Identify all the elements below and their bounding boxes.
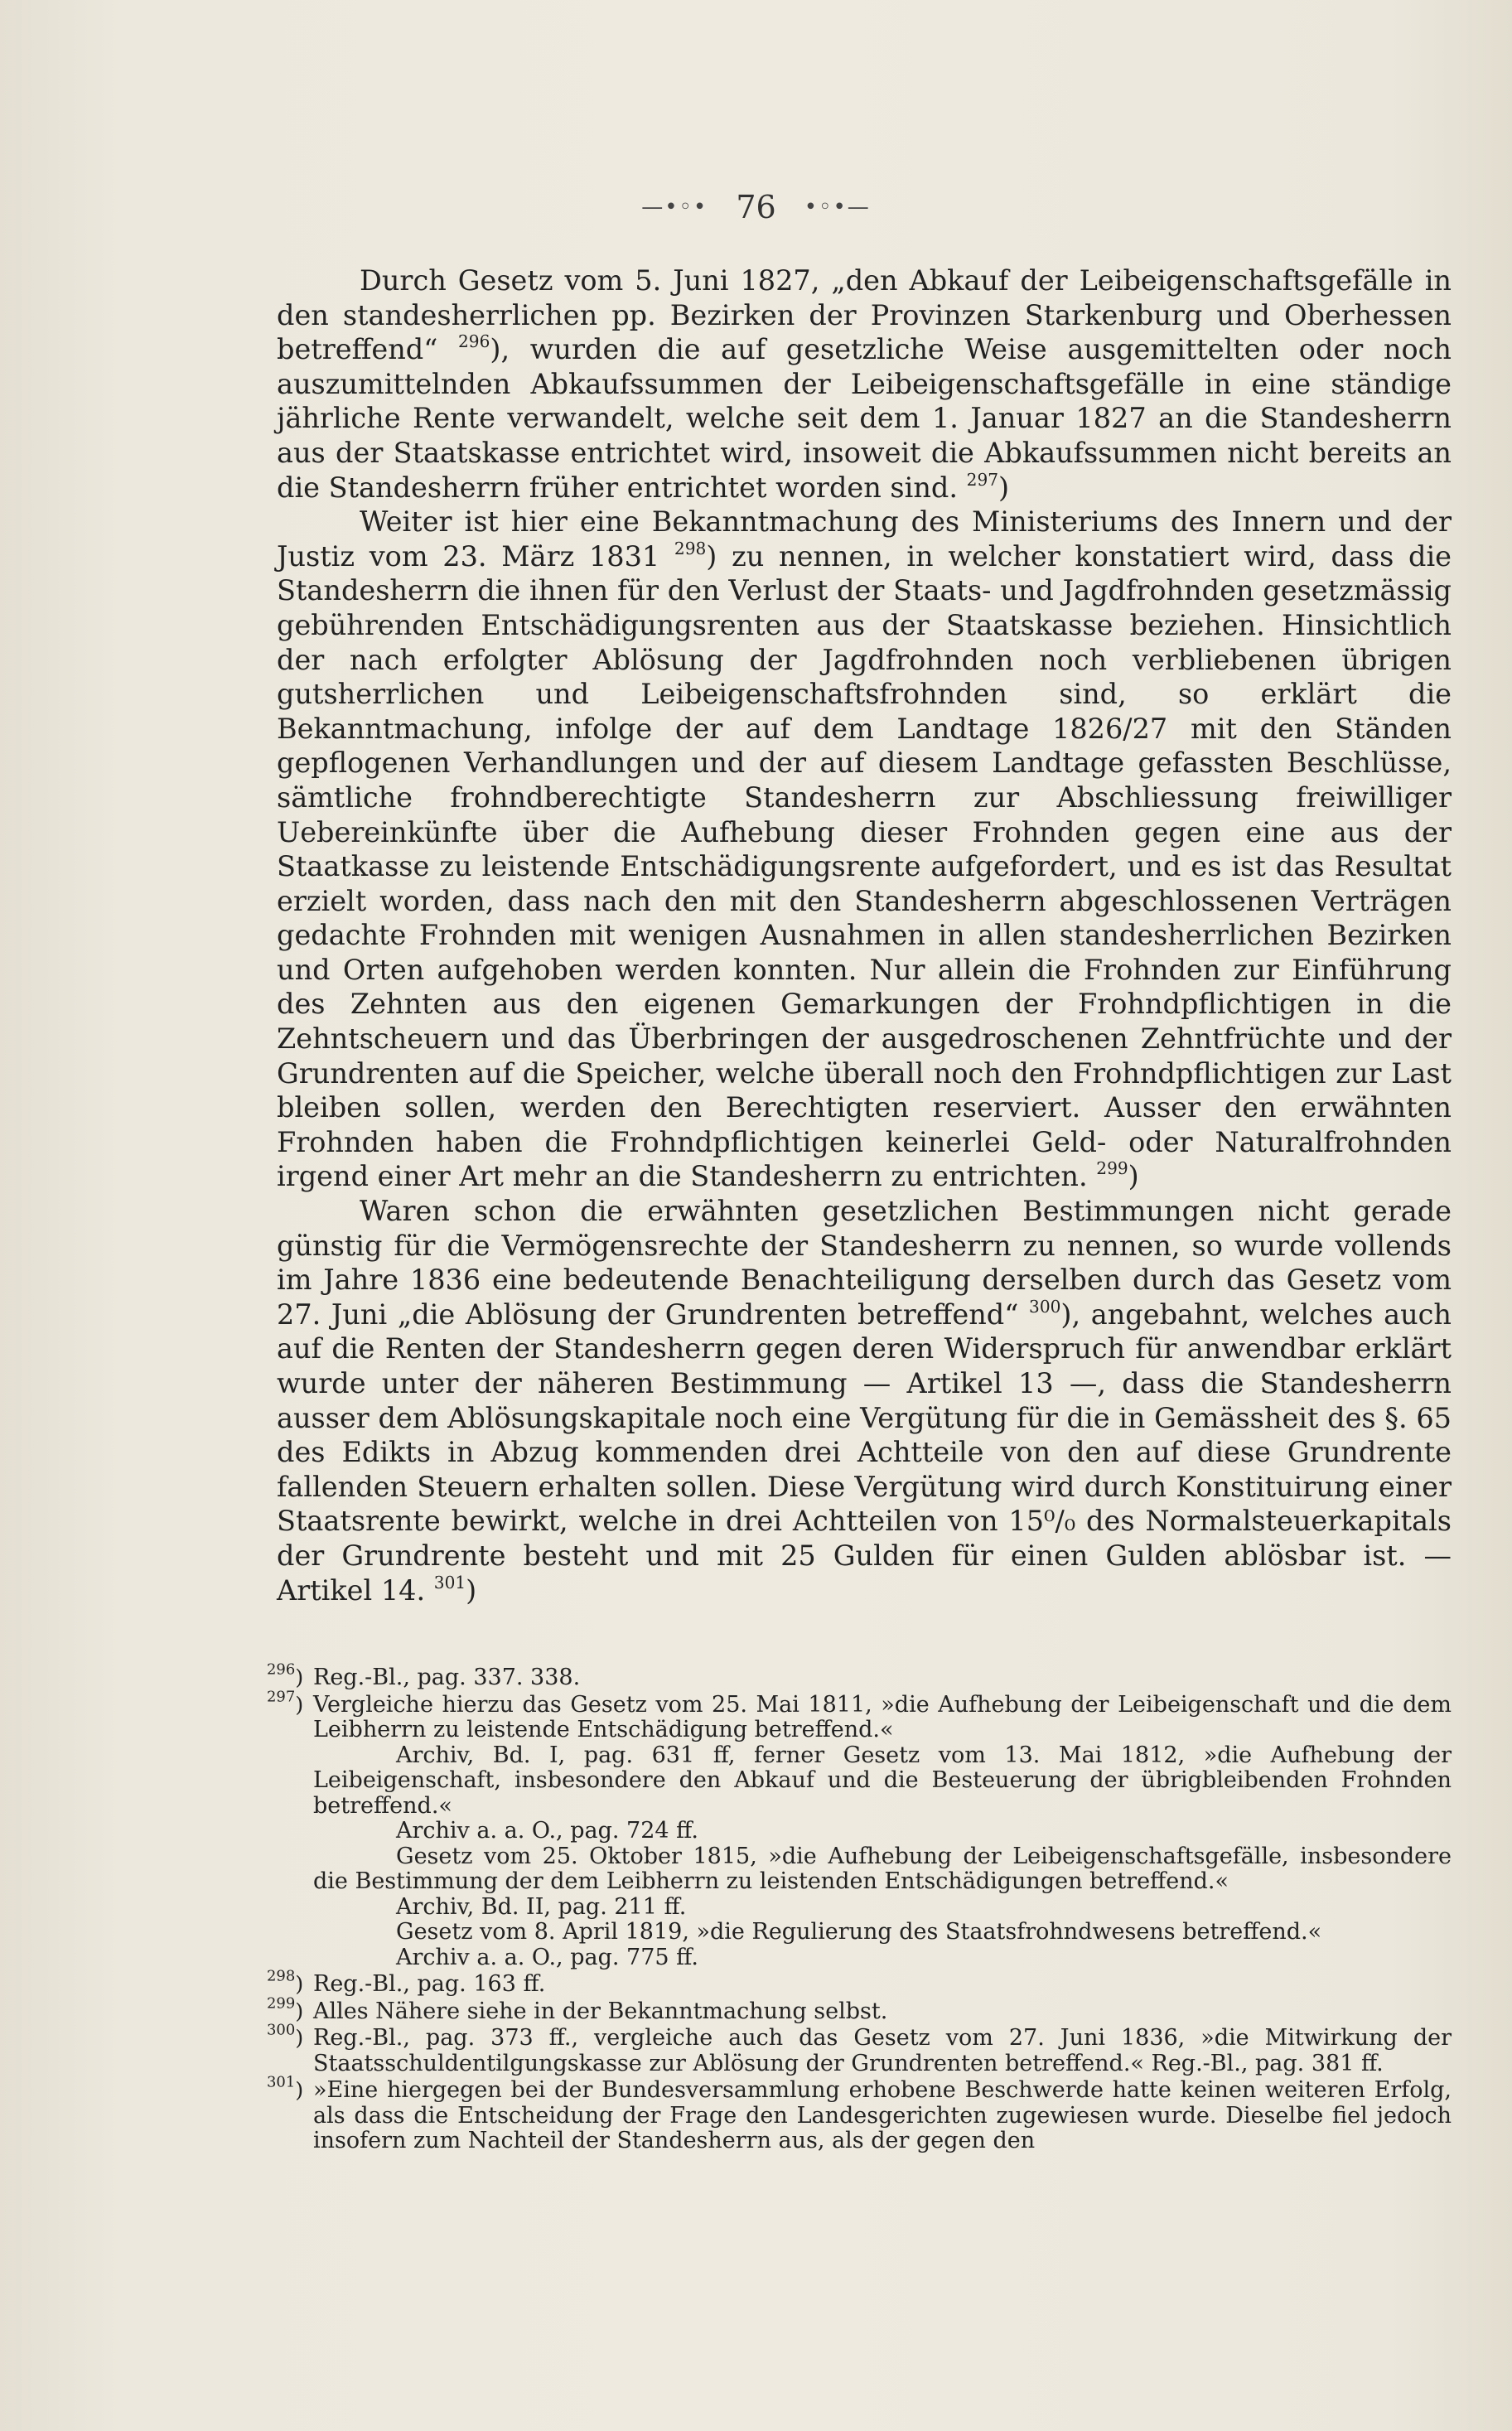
footnote-text: Archiv, Bd. II, pag. 211 ff. xyxy=(396,1893,687,1920)
footnote xyxy=(267,1967,1452,1998)
ornament-left: —•◦• xyxy=(641,194,708,220)
footnote xyxy=(267,2021,1452,2076)
footnote-mark: $^{301}$) xyxy=(267,2073,304,2103)
footnote-text: Alles Nähere siehe in der Bekanntmachung selbst. xyxy=(313,1998,888,2024)
footnote-text: Gesetz vom 25. Oktober 1815, »die Aufhebung der Leibeigenschaftsgefälle, insbesondere die Bestimmung der dem Leibherrn zu leistenden Entschädigungen betreffend.« xyxy=(313,1843,1452,1894)
footnote-number: 300 xyxy=(267,2021,296,2039)
footnote-mark: $^{296}$) xyxy=(267,1660,304,1690)
footnote xyxy=(267,2073,1452,2154)
footnote-ref: 296 xyxy=(458,331,490,352)
text-run: ) zu nennen, in welcher konstatiert wird, dass die Standesherrn die ihnen für den Verlust der Staats- und Jagdfrohnden gesetzmässig gebührenden Entschädigungsrenten aus der Staatskasse beziehen. Hinsichtlich der nach erfolgter Ablösung der Jagdfrohnden noch verbliebenen übrigen gutsherrlichen und Leibeigenschaftsfrohnden sind, so erklärt die Bekanntmachung, infolge der auf dem Landtage 1826/27 mit den Ständen gepflogenen Verhandlungen und der auf diesem Landtage gefassten Beschlüsse, sämtliche frohndberechtigte Standesherrn zur Abschliessung freiwilliger Uebereinkünfte über die Aufhebung dieser Frohnden gegen eine aus der Staatkasse zu leistende Entschädigungsrente aufgefordert, und es ist das Resultat erzielt worden, dass nach den mit den Standesherrn abgeschlossenen Verträgen gedachte Frohnden mit wenigen Ausnahmen in allen standesherrlichen Bezirken und Orten aufgehoben werden konnten. Nur allein die Frohnden zur Einführung des Zehnten aus den eigenen Gemarkungen der Frohndpflichtigen in die Zehntscheuern und das Überbringen der ausgedroschenen Zehntfrüchte und der Grundrenten auf die Speicher, welche überall noch den Frohndpflichtigen zur Last bleiben sollen, werden den Berechtigten reserviert. Ausser den erwähnten Frohnden haben die Frohndpflichtigen keinerlei Geld- oder Naturalfrohnden irgend einer Art mehr an die Standesherrn zu entrichten. xyxy=(277,539,1452,1193)
footnote-text: Archiv a. a. O., pag. 724 ff. xyxy=(396,1818,698,1844)
footnote-ref: 300 xyxy=(1029,1296,1061,1317)
footnotes xyxy=(267,1660,1452,2156)
footnote-ref: 298 xyxy=(674,538,707,558)
footnote-ref: 297 xyxy=(966,469,999,490)
footnote-number: 296 xyxy=(267,1660,296,1679)
text-run: Durch Gesetz vom 5. Juni 1827, „den Abkauf der Leibeigenschaftsgefälle in den standesherrlichen pp. Bezirken der Provinzen Starkenburg und Oberhessen betreffend“ xyxy=(277,264,1452,366)
footnote-text: Gesetz vom 8. April 1819, »die Regulierung des Staatsfrohndwesens betreffend.« xyxy=(396,1919,1322,1945)
footnote-ref: 299 xyxy=(1096,1158,1128,1179)
footnote-number: 299 xyxy=(267,1994,296,2012)
footnote xyxy=(267,1994,1452,2025)
footnote-mark: $^{299}$) xyxy=(267,1994,304,2024)
page-header xyxy=(0,186,1512,225)
ornament-right: •◦•— xyxy=(804,194,871,220)
footnote-text: Vergleiche hierzu das Gesetz vom 25. Mai 1811, »die Aufhebung der Leibeigenschaft und die dem Leibherrn zu leistende Entschädigung betreffend.« xyxy=(313,1691,1452,1742)
text-run: Weiter ist hier eine Bekanntmachung des Ministeriums des Innern und der Justiz vom 23. März 1831 xyxy=(277,505,1452,573)
text-run: ) xyxy=(1128,1160,1139,1193)
footnote-text: »Eine hiergegen bei der Bundesversammlung erhobene Beschwerde hatte keinen weiteren Erfolg, als dass die Entscheidung der Frage den Landesgerichten zugewiesen wurde. Dieselbe fiel jedoch insofern zum Nachteil der Standesherrn aus, als der gegen den xyxy=(313,2077,1452,2153)
footnote-text: Reg.-Bl., pag. 373 ff., vergleiche auch das Gesetz vom 27. Juni 1836, »die Mitwirkung der Staatsschuldentilgungskasse zur Ablösung der Grundrenten betreffend.« Reg.-Bl., pag. 381 ff. xyxy=(313,2025,1452,2076)
text-run: ) xyxy=(998,471,1010,504)
text-run: Waren schon die erwähnten gesetzlichen Bestimmungen nicht gerade günstig für die Vermögensrechte der Standesherrn zu nennen, so wurde vollends im Jahre 1836 eine bedeutende Benachteiligung derselben durch das Gesetz vom 27. Juni „die Ablösung der Grundrenten betreffend“ xyxy=(277,1195,1452,1331)
paragraph xyxy=(277,263,1452,505)
footnote xyxy=(267,1660,1452,1691)
footnote-mark: $^{300}$) xyxy=(267,2021,304,2051)
text-run: ) xyxy=(466,1573,477,1607)
text-run: ), angebahnt, welches auch auf die Renten der Standesherrn gegen deren Widerspruch für anwendbar erklärt wurde unter der näheren Bestimmung — Artikel 13 —, dass die Standesherrn ausser dem Ablösungskapitale noch eine Vergütung für die in Gemässheit des §. 65 des Edikts in Abzug kommenden drei Achtteile von den auf diese Grundrente fallenden Steuern erhalten sollen. Diese Vergütung wird durch Konstituirung einer Staatsrente bewirkt, welche in drei Achtteilen von 15⁰/₀ des Normalsteuerkapitals der Grundrente besteht und mit 25 Gulden für einen Gulden ablösbar ist. — Artikel 14. xyxy=(277,1298,1452,1607)
footnote-text: Archiv a. a. O., pag. 775 ff. xyxy=(396,1944,698,1970)
footnote-text: Reg.-Bl., pag. 337. 338. xyxy=(313,1665,581,1690)
main-text xyxy=(277,263,1452,1607)
footnote-mark: $^{298}$) xyxy=(267,1967,304,1997)
footnote-number: 298 xyxy=(267,1967,296,1985)
paragraph xyxy=(277,505,1452,1194)
footnote-text: Reg.-Bl., pag. 163 ff. xyxy=(313,1971,546,1997)
footnote-number: 301 xyxy=(267,2073,296,2091)
footnote-mark: $^{297}$) xyxy=(267,1687,304,1718)
footnote-number: 297 xyxy=(267,1687,296,1705)
footnote-text: Archiv, Bd. I, pag. 631 ff, ferner Gesetz vom 13. Mai 1812, »die Aufhebung der Leibeigenschaft, insbesondere den Abkauf und die Besteuerung der übrigbleibenden Frohnden betreffend.« xyxy=(313,1742,1452,1819)
footnote-ref: 301 xyxy=(433,1572,466,1592)
footnote xyxy=(267,1687,1452,1971)
page-number: 76 xyxy=(736,188,776,225)
paragraph xyxy=(277,1194,1452,1607)
text-run: ), wurden die auf gesetzliche Weise ausgemittelten oder noch auszumittelnden Abkaufssummen der Leibeigenschaftsgefälle in eine ständige jährliche Rente verwandelt, welche seit dem 1. Januar 1827 an die Standesherrn aus der Staatskasse entrichtet wird, insoweit die Abkaufssummen nicht bereits an die Standesherrn früher entrichtet worden sind. xyxy=(277,333,1452,504)
